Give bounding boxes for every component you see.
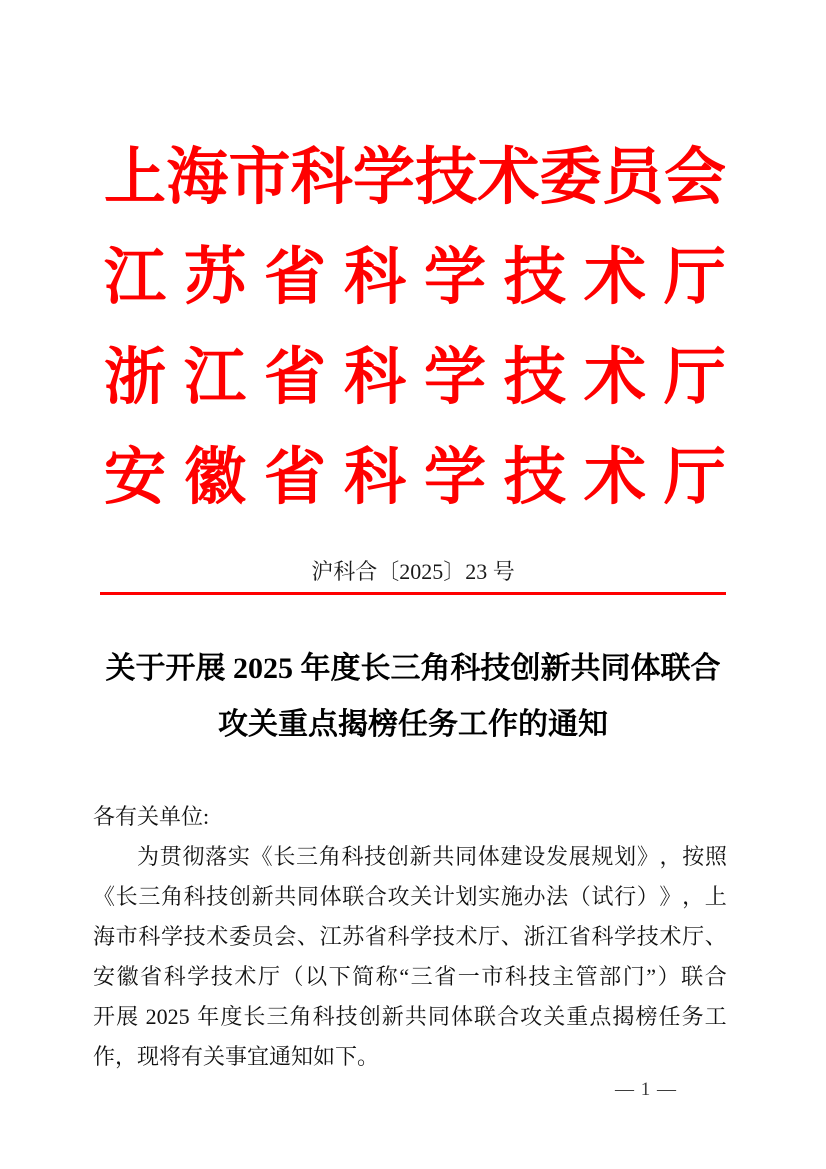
paragraph-line: 为 贯 彻 落 实 《 长 三 角 科 技 创 新 共 同 体 建 设 发 展 规 划 》 ， 按 照 <box>137 844 727 869</box>
letterhead-line-anhui: 安 徽 省 科 学 技 术 厅 <box>104 444 726 512</box>
document-body <box>93 797 727 1077</box>
document-title-line-2: 攻关重点揭榜任务工作的通知 <box>218 708 608 741</box>
letterhead-line-jiangsu: 江 苏 省 科 学 技 术 厅 <box>104 244 726 312</box>
paragraph-line: 安 徽 省 科 学 技 术 厅 （ 以 下 简 称 “ 三 省 一 市 科 技 主 管 部 门 ” ） 联 合 <box>93 964 727 989</box>
salutation: 各有关单位: <box>93 804 210 829</box>
document-title-line-1: 关于开展 2025 年度长三角科技创新共同体联合 <box>105 652 721 685</box>
letterhead-line-zhejiang: 浙 江 省 科 学 技 术 厅 <box>104 344 726 412</box>
document-title <box>0 641 826 753</box>
paragraph-line: 开 展 2025 年 度 长 三 角 科 技 创 新 共 同 体 联 合 攻 关 重 点 揭 榜 任 务 工 <box>93 1004 727 1029</box>
page-number: — 1 — <box>615 1079 677 1100</box>
letterhead-line-shanghai: 上 海 市 科 学 技 术 委 员 会 <box>104 144 726 212</box>
document-number: 沪科合〔2025〕23 号 <box>311 559 515 584</box>
paragraph-line: 海 市 科 学 技 术 委 员 会 、 江 苏 省 科 学 技 术 厅 、 浙 江 省 科 学 技 术 厅 、 <box>93 924 727 949</box>
red-divider-rule <box>100 592 726 595</box>
paragraph-line: 作，现将有关事宜通知如下。 <box>93 1044 380 1069</box>
letterhead <box>104 0 726 528</box>
paragraph-line: 《 长 三 角 科 技 创 新 共 同 体 联 合 攻 关 计 划 实 施 办 法 （ 试 行 ） 》 ， 上 <box>93 884 727 909</box>
